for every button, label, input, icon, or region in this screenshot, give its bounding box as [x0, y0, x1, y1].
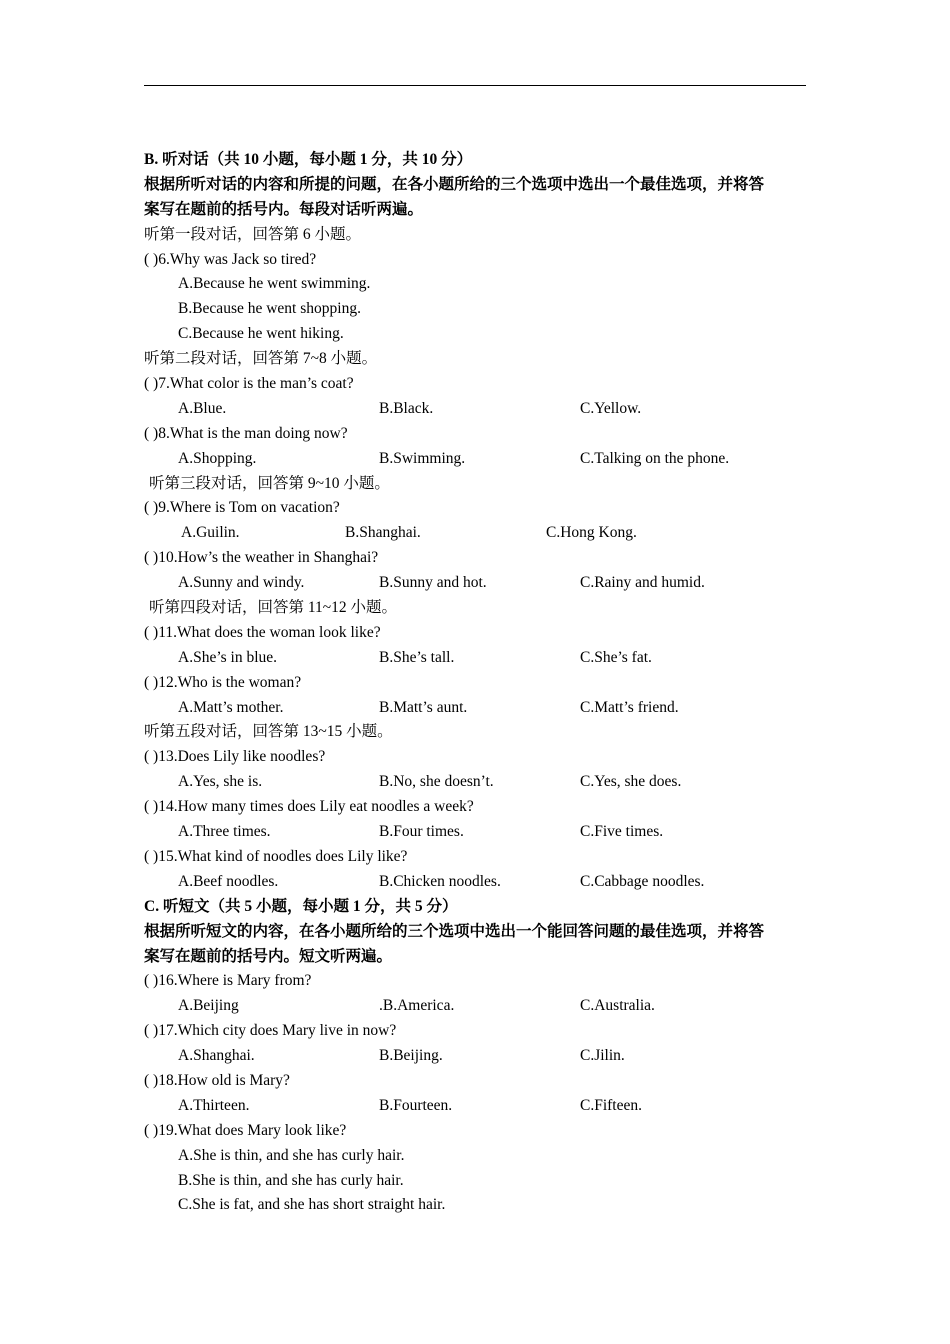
question-16: ( )16.Where is Mary from? [144, 972, 312, 990]
option-13a: A.Yes, she is. [178, 773, 263, 791]
options-16 [144, 994, 808, 1019]
option-19a: A.She is thin, and she has curly hair. [178, 1146, 405, 1164]
question-12: ( )12.Who is the woman? [144, 673, 302, 691]
question-6: ( )6.Why was Jack so tired? [144, 250, 317, 268]
option-17c: C.Jilin. [580, 1047, 625, 1065]
option-15b: B.Chicken noodles. [379, 872, 501, 890]
options-11 [144, 646, 808, 671]
option-11a: A.She’s in blue. [178, 648, 278, 666]
question-11: ( )11.What does the woman look like? [144, 623, 381, 641]
options-9 [144, 521, 808, 546]
segment-5-heading: 听第五段对话，回答第 13~15 小题。 [144, 723, 393, 741]
option-17b: B.Beijing. [379, 1047, 443, 1065]
question-9: ( )9.Where is Tom on vacation? [144, 499, 340, 517]
option-7c: C.Yellow. [580, 399, 642, 417]
segment-2-heading: 听第二段对话，回答第 7~8 小题。 [144, 350, 378, 368]
section-b-instructions-2: 案写在题前的括号内。每段对话听两遍。 [144, 200, 424, 218]
option-9b: B.Shanghai. [345, 524, 421, 542]
option-14c: C.Five times. [580, 823, 664, 841]
option-18a: A.Thirteen. [178, 1096, 250, 1114]
exam-page [144, 148, 808, 1218]
option-19b: B.She is thin, and she has curly hair. [178, 1171, 404, 1189]
option-10c: C.Rainy and humid. [580, 574, 705, 592]
option-8c: C.Talking on the phone. [580, 449, 730, 467]
options-8 [144, 447, 808, 472]
option-13b: B.No, she doesn’t. [379, 773, 494, 791]
question-8: ( )8.What is the man doing now? [144, 424, 348, 442]
option-11c: C.She’s fat. [580, 648, 652, 666]
option-15a: A.Beef noodles. [178, 872, 279, 890]
question-14: ( )14.How many times does Lily eat noodles a week? [144, 798, 474, 816]
options-17 [144, 1044, 808, 1069]
section-b-title: B. 听对话（共 10 小题，每小题 1 分，共 10 分） [144, 151, 473, 168]
option-6a: A.Because he went swimming. [178, 275, 371, 293]
option-7a: A.Blue. [178, 399, 227, 417]
option-19c: C.She is fat, and she has short straight hair. [178, 1196, 446, 1214]
option-12c: C.Matt’s friend. [580, 698, 679, 716]
options-13 [144, 770, 808, 795]
option-18b: B.Fourteen. [379, 1096, 453, 1114]
option-14b: B.Four times. [379, 823, 464, 841]
option-6c: C.Because he went hiking. [178, 325, 344, 343]
option-16c: C.Australia. [580, 997, 655, 1015]
option-14a: A.Three times. [178, 823, 271, 841]
option-9a: A.Guilin. [181, 524, 240, 542]
option-8a: A.Shopping. [178, 449, 257, 467]
section-b-instructions-1: 根据所听对话的内容和所提的问题，在各小题所给的三个选项中选出一个最佳选项，并将答 [144, 175, 765, 193]
section-c-instructions-2: 案写在题前的括号内。短文听两遍。 [144, 947, 393, 965]
header-rule [144, 85, 806, 86]
option-17a: A.Shanghai. [178, 1047, 255, 1065]
segment-1-heading: 听第一段对话，回答第 6 小题。 [144, 225, 362, 243]
question-10: ( )10.How’s the weather in Shanghai? [144, 549, 379, 567]
option-7b: B.Black. [379, 399, 434, 417]
options-10 [144, 571, 808, 596]
option-13c: C.Yes, she does. [580, 773, 682, 791]
options-15 [144, 870, 808, 895]
options-7 [144, 397, 808, 422]
section-c-instructions-1: 根据所听短文的内容，在各小题所给的三个选项中选出一个能回答问题的最佳选项，并将答 [144, 922, 765, 940]
option-12b: B.Matt’s aunt. [379, 698, 468, 716]
option-10b: B.Sunny and hot. [379, 574, 487, 592]
question-15: ( )15.What kind of noodles does Lily like? [144, 847, 408, 865]
option-8b: B.Swimming. [379, 449, 466, 467]
question-18: ( )18.How old is Mary? [144, 1071, 290, 1089]
option-9c: C.Hong Kong. [546, 524, 637, 542]
option-12a: A.Matt’s mother. [178, 698, 284, 716]
question-7: ( )7.What color is the man’s coat? [144, 375, 354, 393]
option-6b: B.Because he went shopping. [178, 300, 361, 318]
option-10a: A.Sunny and windy. [178, 574, 305, 592]
segment-3-heading: 听第三段对话，回答第 9~10 小题。 [149, 474, 390, 492]
question-17: ( )17.Which city does Mary live in now? [144, 1022, 397, 1040]
segment-4-heading: 听第四段对话，回答第 11~12 小题。 [149, 599, 398, 617]
section-c-title: C. 听短文（共 5 小题，每小题 1 分，共 5 分） [144, 897, 458, 915]
option-18c: C.Fifteen. [580, 1096, 642, 1114]
options-14 [144, 820, 808, 845]
question-13: ( )13.Does Lily like noodles? [144, 748, 326, 766]
options-12 [144, 696, 808, 721]
option-16b: .B.America. [379, 997, 455, 1015]
option-15c: C.Cabbage noodles. [580, 872, 705, 890]
question-19: ( )19.What does Mary look like? [144, 1121, 347, 1139]
option-11b: B.She’s tall. [379, 648, 455, 666]
options-18 [144, 1094, 808, 1119]
option-16a: A.Beijing [178, 997, 239, 1015]
